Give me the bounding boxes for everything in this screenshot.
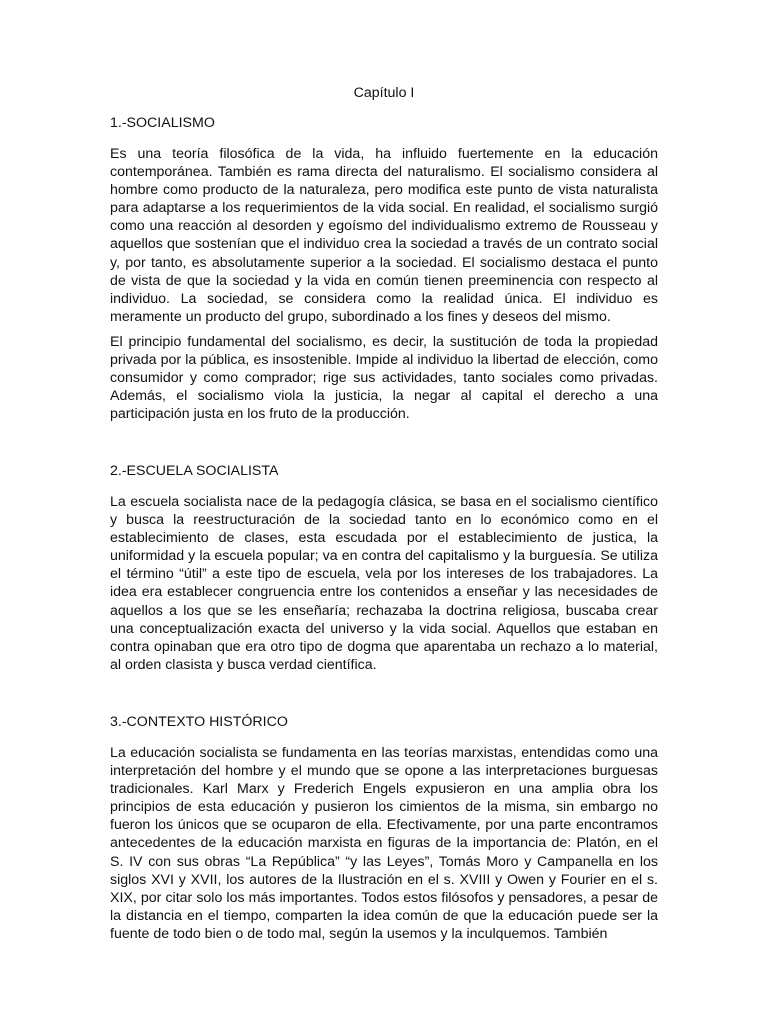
paragraph-socialismo-1: Es una teoría filosófica de la vida, ha influido fuertemente en la educación contemporánea. También es rama directa del naturalismo. El socialismo considera al hombre como producto de la naturaleza, pero modifica este punto de vista naturalista para adaptarse a los requerimientos de la vida social. En realidad, el socialismo surgió como una reacción al desorden y egoísmo del individualismo extremo de Rousseau y aquellos que sostenían que el individuo crea la sociedad a través de un contrato social y, por tanto, es absolutamente superior a la sociedad. El socialismo destaca el punto de vista de que la sociedad y la vida en común tienen preeminencia con respecto al individuo. La sociedad, se considera como la realidad única. El individuo es meramente un producto del grupo, subordinado a los fines y deseos del mismo.: [110, 146, 658, 325]
section-heading-socialismo: 1.-SOCIALISMO: [110, 115, 215, 131]
section-heading-contexto-historico: 3.-CONTEXTO HISTÓRICO: [110, 714, 288, 730]
paragraph-socialismo-2: El principio fundamental del socialismo, es decir, la sustitución de toda la propiedad privada por la pública, es insostenible. Impide al individuo la libertad de elección, como consumidor y como comprador; rige sus actividades, tanto sociales como privadas. Además, el socialismo viola la justicia, la negar al capital el derecho a una participación justa en los fruto de la producción.: [110, 334, 658, 423]
paragraph-contexto-historico: La educación socialista se fundamenta en las teorías marxistas, entendidas como una interpretación del hombre y el mundo que se opone a las interpretaciones burguesas tradicionales. Karl Marx y Frederich Engels expusieron en una amplia obra los principios de esta educación y pusieron los cimientos de la misma, sin embargo no fueron los únicos que se ocuparon de ella. Efectivamente, por una parte encontramos antecedentes de la educación marxista en figuras de la importancia de: Platón, en el S. IV con sus obras “La República” “y las Leyes”, Tomás Moro y Campanella en los siglos XVI y XVII, los autores de la Ilustración en el s. XVIII y Owen y Fourier en el s. XIX, por citar solo los más importantes. Todos estos filósofos y pensadores, a pesar de la distancia en el tiempo, comparten la idea común de que la educación puede ser la fuente de todo bien o de todo mal, según la usemos y la inculquemos. También: [110, 745, 658, 942]
section-heading-escuela-socialista: 2.-ESCUELA SOCIALISTA: [110, 463, 279, 479]
paragraph-escuela-socialista: La escuela socialista nace de la pedagogía clásica, se basa en el socialismo científico y busca la reestructuración de la sociedad tanto en lo económico como en el establecimiento de clases, esta escudada por el establecimiento de justica, la uniformidad y la escuela popular; va en contra del capitalismo y la burguesía. Se utiliza el término “útil” a este tipo de escuela, vela por los intereses de los trabajadores. La idea era establecer congruencia entre los contenidos a enseñar y las necesidades de aquellos a los que se les enseñaría; rechazaba la doctrina religiosa, buscaba crear una conceptualización exacta del universo y la vida social. Aquellos que estaban en contra opinaban que era otro tipo de dogma que aparentaba un rechazo a lo material, al orden clasista y busca verdad científica.: [110, 494, 658, 673]
chapter-title: Capítulo I: [353, 85, 415, 101]
